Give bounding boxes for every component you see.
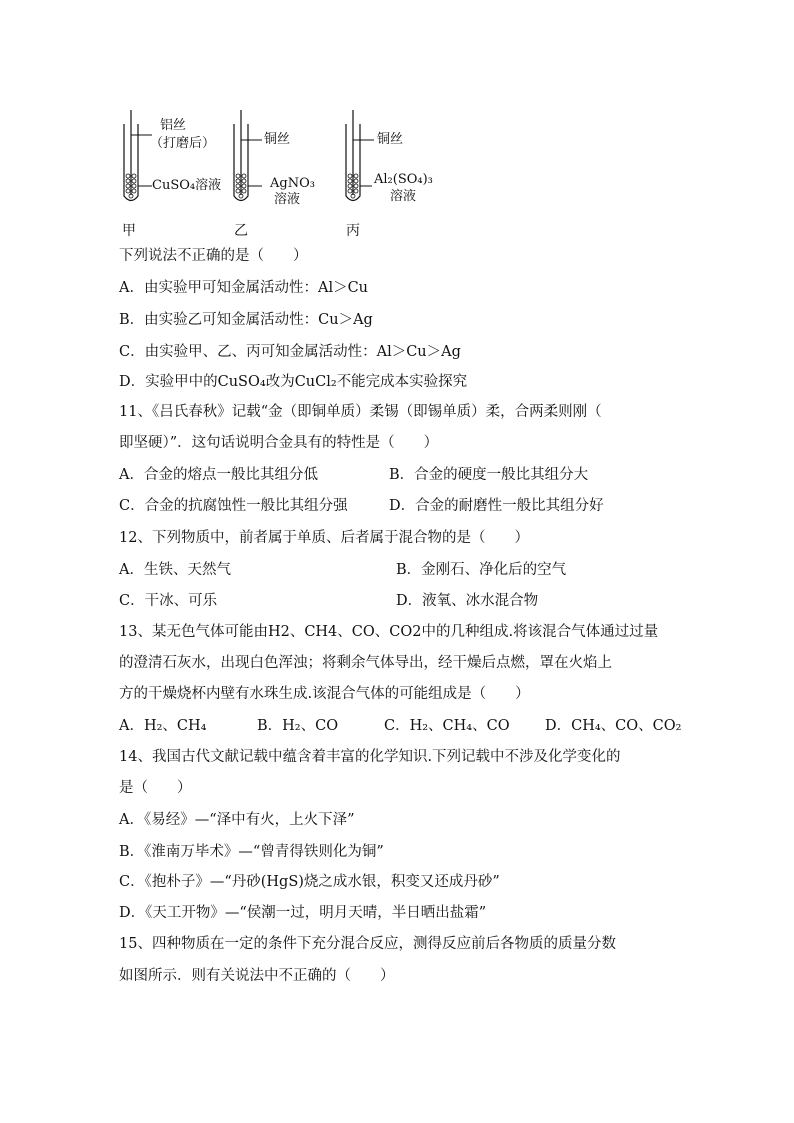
q11-option-b: B．合金的硬度一般比其组分大 (389, 467, 589, 483)
q10-option-d: D．实验甲中的CuSO₄改为CuCl₂不能完成本实验探究 (119, 374, 468, 390)
tube-bing (346, 110, 374, 201)
q10-option-a: A．由实验甲可知金属活动性：Al＞Cu (119, 280, 369, 296)
q13-stem-line3: 方的干燥烧杯内壁有水珠生成.该混合气体的可能组成是（ ） (119, 686, 530, 702)
q13-option-d: D．CH₄、CO、CO₂ (545, 718, 682, 734)
tube-yi-name: 乙 (234, 223, 248, 239)
tube-yi-wire-label: 铜丝 (264, 132, 291, 147)
q11-option-d: D．合金的耐磨性一般比其组分好 (389, 498, 604, 514)
q14-option-a: A．《易经》—“泽中有火，上火下泽” (119, 812, 355, 828)
q13-option-c: C．H₂、CH₄、CO (384, 718, 510, 734)
q12-option-a: A．生铁、天然气 (119, 562, 231, 578)
q11-option-c: C．合金的抗腐蚀性一般比其组分强 (119, 498, 348, 514)
tube-bing-wire-label: 铜丝 (377, 132, 404, 147)
tube-bing-solution-label-2: 溶液 (390, 189, 417, 204)
tube-jia-wire-note: （打磨后） (150, 136, 216, 151)
tube-jia-solution-label: CuSO₄溶液 (152, 178, 222, 193)
q14-stem-line1: 14、我国古代文献记载中蕴含着丰富的化学知识.下列记载中不涉及化学变化的 (119, 749, 621, 765)
tube-jia (124, 110, 152, 201)
q10-option-b: B．由实验乙可知金属活动性：Cu＞Ag (119, 312, 373, 328)
q15-stem-line2: 如图所示．则有关说法中不正确的（ ） (119, 968, 395, 984)
q12-option-d: D．液氧、冰水混合物 (396, 593, 539, 609)
tube-jia-wire-label: 铝丝 (160, 118, 187, 133)
q10-option-c: C．由实验甲、乙、丙可知金属活动性：Al＞Cu＞Ag (119, 344, 461, 360)
q11-stem-line2: 即坚硬）”．这句话说明合金具有的特性是（ ） (119, 435, 439, 451)
tube-yi-solution-label: AgNO₃ (270, 176, 315, 191)
q11-option-a: A．合金的熔点一般比其组分低 (119, 467, 318, 483)
tube-yi-solution-label-2: 溶液 (274, 192, 301, 207)
tube-bing-solution-label: Al₂(SO₄)₃ (374, 172, 433, 187)
test-tube-figure (0, 0, 794, 250)
q14-option-c: C．《抱朴子》—“丹砂(HgS)烧之成水银，积变又还成丹砂” (119, 874, 500, 890)
q12-option-c: C．干冰、可乐 (119, 593, 218, 609)
q14-option-d: D．《天工开物》—“侯潮一过，明月天晴，半日晒出盐霜” (119, 905, 487, 921)
q11-stem-line1: 11、《吕氏春秋》记载“金（即铜单质）柔锡（即锡单质）柔，合两柔则刚（ (119, 404, 602, 420)
q12-option-b: B．金刚石、净化后的空气 (396, 562, 567, 578)
tube-jia-name: 甲 (122, 223, 136, 239)
q13-stem-line1: 13、某无色气体可能由H2、CH4、CO、CO2中的几种组成.将该混合气体通过过量 (119, 624, 659, 640)
q12-stem: 12、下列物质中，前者属于单质、后者属于混合物的是（ ） (119, 530, 529, 546)
q13-option-a: A．H₂、CH₄ (119, 718, 207, 734)
tube-yi (234, 110, 262, 201)
tube-bing-name: 丙 (346, 223, 360, 239)
q14-option-b: B．《淮南万毕术》—“曾青得铁则化为铜” (119, 844, 384, 860)
q15-stem-line1: 15、四种物质在一定的条件下充分混合反应，测得反应前后各物质的质量分数 (119, 936, 616, 952)
q13-option-b: B．H₂、CO (257, 718, 339, 734)
q13-stem-line2: 的澄清石灰水，出现白色浑浊；将剩余气体导出，经干燥后点燃，罩在火焰上 (119, 655, 612, 671)
q10-stem: 下列说法不正确的是（ ） (119, 248, 308, 264)
q14-stem-line2: 是（ ） (119, 780, 192, 796)
